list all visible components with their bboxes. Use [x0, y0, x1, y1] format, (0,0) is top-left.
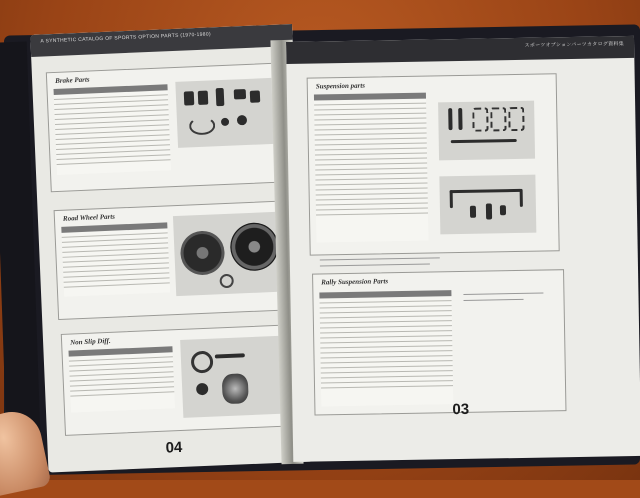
road-wheel-parts-title: Road Wheel Parts: [62, 212, 116, 223]
non-slip-diff-table: [68, 346, 175, 412]
stabilizer-photo: [439, 175, 536, 235]
brake-parts-title: Brake Parts: [55, 75, 90, 85]
left-page: [30, 24, 310, 473]
rally-note-line-2: [464, 299, 524, 301]
rally-suspension-title: Rally Suspension Parts: [321, 277, 389, 287]
brake-parts-photo: [175, 78, 274, 148]
suspension-parts-table: [314, 93, 429, 243]
rally-note-line: [463, 293, 543, 295]
left-page-header: A SYNTHETIC CATALOG OF SPORTS OPTION PARTS (1970-1980): [30, 24, 293, 57]
left-page-number: 04: [165, 438, 183, 457]
suspension-parts-title: Suspension parts: [315, 81, 366, 91]
suspension-note-line-2: [320, 264, 430, 267]
road-wheel-parts-frame: [54, 200, 294, 320]
non-slip-diff-title: Non Slip Diff.: [69, 336, 111, 347]
brake-parts-frame: [46, 62, 289, 192]
wheels-photo: [173, 212, 284, 296]
suspension-note-line: [320, 257, 440, 260]
right-page-header: スポーツオプションパーツカタログ資料集: [286, 36, 634, 64]
brake-parts-table: [54, 84, 172, 175]
suspension-parts-frame: [307, 73, 560, 255]
non-slip-diff-frame: [61, 324, 297, 436]
rally-suspension-table: [319, 290, 453, 406]
right-page: [286, 36, 640, 462]
rally-suspension-frame: [312, 269, 566, 415]
road-wheel-parts-table: [61, 222, 170, 296]
differential-photo: [180, 336, 287, 418]
springs-photo: [438, 101, 535, 161]
right-page-number: 03: [452, 400, 470, 419]
